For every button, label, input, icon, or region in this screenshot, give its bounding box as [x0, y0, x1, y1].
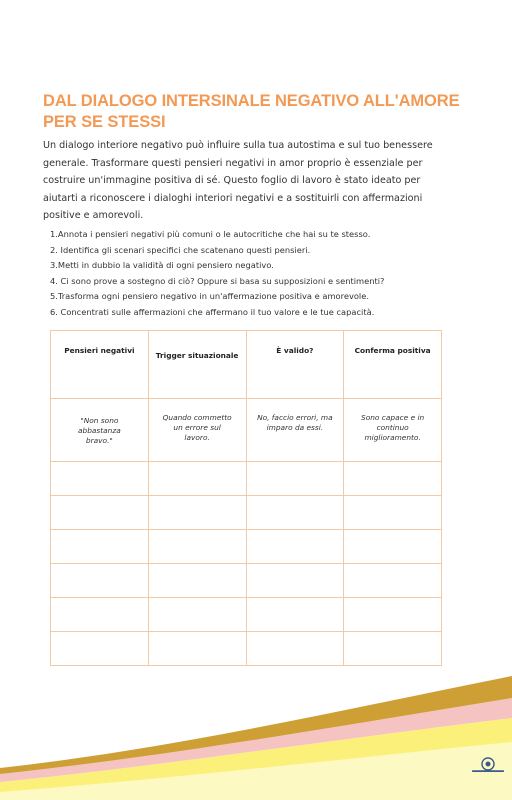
instruction-step: 6. Concentrati sulle affermazioni che affermano il tuo valore e le tue capacità.: [50, 306, 375, 317]
circular-emblem-icon: [470, 757, 506, 773]
table-body: [51, 399, 442, 666]
table-row: [51, 632, 442, 666]
table-cell[interactable]: [344, 496, 442, 530]
table-cell[interactable]: [246, 496, 344, 530]
header-is-valid: È valido?: [246, 331, 344, 399]
example-cell: Quando commetto un errore sul lavoro.: [148, 399, 246, 462]
instruction-step: 4. Ci sono prove a sostegno di ciò? Oppure si basa su supposizioni e sentimenti?: [50, 275, 385, 286]
table-cell[interactable]: [246, 530, 344, 564]
intro-paragraph: Un dialogo interiore negativo può influire sulla tua autostima e sul tuo benessere generale. Trasformare questi pensieri negativi in amor proprio è essenziale per costruire un'immagine positiva di sé. Questo foglio di lavoro è stato ideato per aiutarti a riconoscere i dialoghi interiori negativi e a sostituirli con affermazioni positive e amorevoli.: [43, 140, 433, 222]
table-cell[interactable]: [51, 598, 149, 632]
example-cell: No, faccio errori, ma imparo da essi.: [246, 399, 344, 462]
table-cell[interactable]: [344, 530, 442, 564]
example-row: [51, 399, 442, 462]
table-cell[interactable]: [51, 496, 149, 530]
example-cell: Sono capace e in continuo miglioramento.: [344, 399, 442, 462]
table-cell[interactable]: [51, 462, 149, 496]
header-negative-thoughts: Pensieri negativi: [51, 331, 149, 399]
table-cell[interactable]: [344, 598, 442, 632]
page-title: DAL DIALOGO INTERSINALE NEGATIVO ALL'AMORE PER SE STESSI: [43, 92, 460, 131]
table-row: [51, 530, 442, 564]
table-cell[interactable]: [51, 564, 149, 598]
instruction-step: 1.Annota i pensieri negativi più comuni o le autocritiche che hai su te stesso.: [50, 229, 371, 239]
table-cell[interactable]: [344, 632, 442, 666]
table-cell[interactable]: [148, 462, 246, 496]
instruction-step: 3.Metti in dubbio la validità di ogni pensiero negativo.: [50, 260, 274, 271]
table-cell[interactable]: [344, 564, 442, 598]
table-cell[interactable]: [51, 530, 149, 564]
table-row: [51, 598, 442, 632]
instruction-step: 2. Identifica gli scenari specifici che scatenano questi pensieri.: [50, 244, 311, 255]
table-row: [51, 496, 442, 530]
table-row: [51, 462, 442, 496]
table-cell[interactable]: [148, 632, 246, 666]
table-cell[interactable]: [246, 598, 344, 632]
instruction-list: [50, 227, 470, 321]
header-trigger: Trigger situazionale: [148, 331, 246, 399]
table-cell[interactable]: [246, 564, 344, 598]
instruction-step: 5.Trasforma ogni pensiero negativo in un'affermazione positiva e amorevole.: [50, 291, 369, 302]
table-cell[interactable]: [148, 598, 246, 632]
table-row: [51, 564, 442, 598]
decorative-swoosh: [0, 670, 512, 800]
table-cell[interactable]: [148, 530, 246, 564]
worksheet-table: [50, 330, 442, 666]
table-cell[interactable]: [51, 632, 149, 666]
example-cell: "Non sono abbastanza bravo.": [51, 399, 149, 462]
table-cell[interactable]: [148, 564, 246, 598]
header-positive-affirmation: Conferma positiva: [344, 331, 442, 399]
table-cell[interactable]: [148, 496, 246, 530]
table-cell[interactable]: [246, 632, 344, 666]
table-cell[interactable]: [344, 462, 442, 496]
table-header-row: [51, 331, 442, 399]
table-cell[interactable]: [246, 462, 344, 496]
